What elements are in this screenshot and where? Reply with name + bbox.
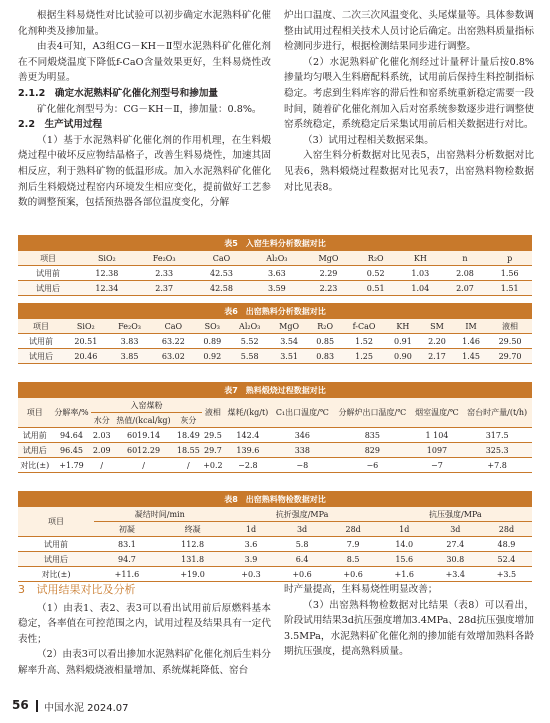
table-cell: 835 — [333, 428, 412, 443]
table-cell: 325.3 — [462, 443, 532, 458]
table-cell: 2.07 — [443, 281, 488, 296]
table-subheader-cell: 28d — [328, 522, 379, 537]
table-7-header-smoke: 烟室温度/℃ — [412, 398, 463, 428]
table-cell: 0.90 — [386, 349, 420, 364]
table-cell: 131.8 — [160, 552, 226, 567]
table-row — [18, 552, 532, 567]
bottom-left-paragraph: （1）由表1、表2、表3可以看出试用前后原燃料基本稳定，各率值在可控范围之内，试用过程及结果具有一定代表性； — [18, 602, 271, 645]
table-cell: 1.51 — [487, 281, 532, 296]
table-cell: 0.85 — [308, 334, 342, 349]
table-subheader-cell: 3d — [430, 522, 481, 537]
table-cell: 139.6 — [224, 443, 271, 458]
table-row — [18, 266, 532, 281]
table-cell: +3.5 — [481, 567, 532, 582]
table-cell: +0.6 — [277, 567, 328, 582]
table-5-caption: 表5 入窑生料分析数据对比 — [18, 236, 532, 251]
table-cell: 试用后 — [18, 552, 94, 567]
table-subheader-cell: 1d — [379, 522, 430, 537]
table-cell: 29.5 — [202, 428, 225, 443]
table-header-cell: Fe₂O₃ — [136, 251, 193, 266]
table-cell: 0.92 — [195, 349, 229, 364]
table-cell: 0.52 — [353, 266, 398, 281]
table-header-cell: SiO₂ — [64, 319, 108, 334]
table-cell: +0.3 — [225, 567, 276, 582]
right-paragraph: （3）试用过程相关数据采集。 — [303, 134, 434, 146]
table-cell: 试用前 — [18, 428, 52, 443]
table-cell: 1097 — [412, 443, 463, 458]
left-paragraph: （1）基于水泥熟料矿化催化剂的作用机理，在生料煅烧过程中破坏反应物结晶格子，改善生料易烧性，加速其固相反应，利于熟料矿物的低温形成。加入水泥熟料矿化催化剂后生料煅烧过程窑内环境发生相应变化，提前做好工艺参数的调整预案，包括预热器各部位温度变化，分解 — [18, 134, 271, 209]
table-cell: 1.03 — [398, 266, 443, 281]
right-paragraph: 入窑生料分析数据对比见表5，出窑熟料分析数据对比见表6，熟料煅烧过程数据对比见表7，出窑熟料物检数据对比见表8。 — [284, 150, 534, 193]
table-header-cell: R₂O — [353, 251, 398, 266]
table-cell: 3.9 — [225, 552, 276, 567]
table-cell: 29.70 — [488, 349, 532, 364]
table-subheader-cell: 3d — [277, 522, 328, 537]
table-cell: 2.29 — [304, 266, 354, 281]
table-cell: 20.51 — [64, 334, 108, 349]
table-7-header-heat: 热值/(kcal/kg) — [112, 413, 175, 428]
table-cell: 2.20 — [420, 334, 454, 349]
table-7-header-rate: 分解率/% — [52, 398, 92, 428]
table-cell: / — [91, 458, 112, 473]
table-8-caption: 表8 出窑熟料物检数据对比 — [18, 492, 532, 507]
table-cell: / — [175, 458, 202, 473]
table-header-cell: p — [487, 251, 532, 266]
left-paragraph: 矿化催化剂型号为：CG－KH－Ⅱ，掺加量：0.8%。 — [37, 103, 262, 115]
table-cell: 829 — [333, 443, 412, 458]
table-row — [18, 458, 532, 473]
table-row — [18, 443, 532, 458]
table-cell: 346 — [272, 428, 334, 443]
table-header-cell: Al₂O₃ — [250, 251, 303, 266]
table-7-header-c1: C₁出口温度/℃ — [272, 398, 334, 428]
table-cell: 0.83 — [308, 349, 342, 364]
table-header-cell: SiO₂ — [78, 251, 135, 266]
table-header-cell: MgO — [270, 319, 308, 334]
table-cell: / — [112, 458, 175, 473]
table-header-cell: KH — [386, 319, 420, 334]
table-header-cell: IM — [454, 319, 488, 334]
table-8-grid — [18, 507, 532, 582]
table-5 — [18, 235, 532, 296]
table-cell: 3.85 — [108, 349, 152, 364]
table-7-grid — [18, 398, 532, 473]
table-header-cell: R₂O — [308, 319, 342, 334]
table-cell: 42.53 — [193, 266, 250, 281]
table-cell: 试用后 — [18, 443, 52, 458]
table-7-header-item: 项目 — [18, 398, 52, 428]
left-paragraph: 2.2 生产试用过程 — [18, 119, 103, 131]
table-7-caption: 表7 熟料煅烧过程数据对比 — [18, 383, 532, 398]
table-cell: 2.09 — [91, 443, 112, 458]
table-cell: 2.17 — [420, 349, 454, 364]
table-cell: 63.02 — [151, 349, 195, 364]
table-6 — [18, 303, 532, 364]
table-header-cell: 项目 — [18, 319, 64, 334]
table-header-cell: SM — [420, 319, 454, 334]
section-3-heading — [18, 582, 271, 598]
section-3-title: 试用结果对比及分析 — [36, 583, 136, 596]
footer-divider — [36, 700, 38, 712]
table-cell: 18.55 — [175, 443, 202, 458]
table-cell: 2.03 — [91, 428, 112, 443]
table-cell: +19.0 — [160, 567, 226, 582]
table-cell: 1 104 — [412, 428, 463, 443]
right-text-column — [284, 8, 534, 195]
page-number: 56 — [12, 698, 29, 712]
table-row — [18, 281, 532, 296]
left-paragraph: 2.1.2 确定水泥熟料矿化催化剂型号和掺加量 — [18, 87, 219, 99]
table-cell: 0.89 — [195, 334, 229, 349]
table-cell: 8.5 — [328, 552, 379, 567]
table-cell: 2.33 — [136, 266, 193, 281]
table-cell: 对比(±) — [18, 567, 94, 582]
table-cell: 63.22 — [151, 334, 195, 349]
table-cell: 3.63 — [250, 266, 303, 281]
table-cell: 12.38 — [78, 266, 135, 281]
table-cell: 0.91 — [386, 334, 420, 349]
table-subheader-cell: 1d — [225, 522, 276, 537]
table-cell: 317.5 — [462, 428, 532, 443]
table-header-cell: Al₂O₃ — [229, 319, 270, 334]
table-cell: −2.8 — [224, 458, 271, 473]
table-row — [18, 567, 532, 582]
table-cell: 3.83 — [108, 334, 152, 349]
table-cell: −6 — [333, 458, 412, 473]
table-7-header-output: 窑台时产量/(t/h) — [462, 398, 532, 428]
table-5-grid — [18, 251, 532, 296]
table-cell: 1.45 — [454, 349, 488, 364]
table-7-header-water: 水分 — [91, 413, 112, 428]
left-text-column — [18, 8, 271, 211]
table-header-cell: CaO — [151, 319, 195, 334]
bottom-left-paragraph: （2）由表3可以看出掺加水泥熟料矿化催化剂后生料分解率升高、熟料煅烧液相量增加、系统煤耗降低、窑台 — [18, 649, 271, 676]
table-header-cell: Fe₂O₃ — [108, 319, 152, 334]
table-cell: 29.7 — [202, 443, 225, 458]
table-cell: 试用前 — [18, 537, 94, 552]
table-cell: 14.0 — [379, 537, 430, 552]
table-cell: 29.50 — [488, 334, 532, 349]
table-cell: 18.49 — [175, 428, 202, 443]
right-paragraph: （2）水泥熟料矿化催化剂经过计量秤计量后按0.8%掺量均匀喂入生料磨配料系统，试用前后保持生料控制指标稳定。考虑到生料库容的滞后性和窑系统重新稳定需要一段时间，随着矿化催化剂加入后对窑系统参数逐步进行调整使窑系统稳定，系统稳定后采集试用前后相关数据进行对比。 — [284, 56, 534, 131]
table-cell: 试用前 — [18, 334, 64, 349]
table-cell: 7.9 — [328, 537, 379, 552]
table-cell: 96.45 — [52, 443, 92, 458]
table-subheader-cell: 终凝 — [160, 522, 226, 537]
table-cell: 5.58 — [229, 349, 270, 364]
table-6-grid — [18, 319, 532, 364]
table-cell: +3.4 — [430, 567, 481, 582]
table-cell: 1.56 — [487, 266, 532, 281]
table-7 — [18, 382, 532, 473]
table-cell: +11.6 — [94, 567, 160, 582]
table-cell: 2.23 — [304, 281, 354, 296]
table-cell: 20.46 — [64, 349, 108, 364]
table-cell: 1.04 — [398, 281, 443, 296]
left-paragraph: 根据生料易烧性对比试验可以初步确定水泥熟料矿化催化剂种类及掺加量。 — [18, 10, 271, 37]
table-8-header-flexural: 抗折强度/MPa — [225, 507, 378, 522]
table-cell: 1.46 — [454, 334, 488, 349]
left-paragraph: 由表4可知，A3组CG－KH－Ⅱ型水泥熟料矿化催化剂在不同煅烧温度下降低f-CaO含量效果更好，生料易烧性改善更为明显。 — [18, 41, 271, 84]
bottom-left-column — [18, 582, 271, 679]
section-3-number: 3 — [18, 583, 25, 596]
table-row — [18, 334, 532, 349]
table-header-cell: SO₃ — [195, 319, 229, 334]
table-cell: 52.4 — [481, 552, 532, 567]
table-header-cell: MgO — [304, 251, 354, 266]
table-cell: 2.37 — [136, 281, 193, 296]
table-7-header-ash: 灰分 — [175, 413, 202, 428]
bottom-right-paragraph: （3）出窑熟料物检数据对比结果（表8）可以看出，阶段试用结果3d抗压强度增加3.4MPa、28d抗压强度增加3.5MPa，水泥熟料矿化催化剂的掺加能有效增加熟料各龄期抗压强度，提高熟料质量。 — [284, 599, 534, 658]
table-row — [18, 537, 532, 552]
table-cell: 3.54 — [270, 334, 308, 349]
table-8-header-setting: 凝结时间/min — [94, 507, 225, 522]
table-cell: 27.4 — [430, 537, 481, 552]
table-cell: 对比(±) — [18, 458, 52, 473]
table-7-header-liquid: 液相 — [202, 398, 225, 428]
table-7-header-coal: 入窑煤粉 — [91, 398, 201, 413]
table-6-caption: 表6 出窑熟料分析数据对比 — [18, 304, 532, 319]
table-cell: 3.6 — [225, 537, 276, 552]
table-header-cell: 液相 — [488, 319, 532, 334]
table-cell: +0.6 — [328, 567, 379, 582]
table-cell: 338 — [272, 443, 334, 458]
table-8 — [18, 491, 532, 582]
table-cell: −7 — [412, 458, 463, 473]
table-header-cell: 项目 — [18, 251, 78, 266]
table-header-cell: KH — [398, 251, 443, 266]
table-cell: +0.2 — [202, 458, 225, 473]
bottom-right-column — [284, 582, 534, 660]
table-7-header-coal-consumption: 煤耗/(kg/t) — [224, 398, 271, 428]
table-cell: 83.1 — [94, 537, 160, 552]
table-cell: 94.64 — [52, 428, 92, 443]
table-cell: 48.9 — [481, 537, 532, 552]
table-header-cell: n — [443, 251, 488, 266]
table-7-header-furnace: 分解炉出口温度/℃ — [333, 398, 412, 428]
table-header-cell: CaO — [193, 251, 250, 266]
table-cell: 5.52 — [229, 334, 270, 349]
table-cell: 30.8 — [430, 552, 481, 567]
table-8-header-compressive: 抗压强度/MPa — [379, 507, 532, 522]
journal-name: 中国水泥 2024.07 — [44, 703, 129, 714]
table-header-cell: f-CaO — [342, 319, 386, 334]
table-subheader-cell: 初凝 — [94, 522, 160, 537]
table-row — [18, 349, 532, 364]
table-cell: 1.52 — [342, 334, 386, 349]
bottom-right-paragraph: 时产量提高，生料易烧性明显改善； — [284, 584, 438, 595]
table-cell: +1.6 — [379, 567, 430, 582]
table-cell: 试用后 — [18, 281, 78, 296]
table-cell: 3.59 — [250, 281, 303, 296]
table-cell: 142.4 — [224, 428, 271, 443]
table-cell: +1.79 — [52, 458, 92, 473]
table-cell: 2.08 — [443, 266, 488, 281]
table-cell: 试用后 — [18, 349, 64, 364]
table-cell: 6012.29 — [112, 443, 175, 458]
table-cell: 112.8 — [160, 537, 226, 552]
table-cell: 5.8 — [277, 537, 328, 552]
table-cell: 0.51 — [353, 281, 398, 296]
table-cell: 6019.14 — [112, 428, 175, 443]
table-cell: 6.4 — [277, 552, 328, 567]
table-cell: 12.34 — [78, 281, 135, 296]
table-cell: 试用前 — [18, 266, 78, 281]
table-cell: 42.58 — [193, 281, 250, 296]
table-cell: 15.6 — [379, 552, 430, 567]
table-cell: 3.51 — [270, 349, 308, 364]
table-8-header-item: 项目 — [18, 507, 94, 537]
table-cell: −8 — [272, 458, 334, 473]
right-paragraph: 炉出口温度、二次三次风温变化、头尾煤量等。具体参数调整由试用过程相关技术人员讨论后确定。出窑熟料质量指标检测同步进行，根据检测结果同步进行调整。 — [284, 10, 534, 53]
table-cell: 1.25 — [342, 349, 386, 364]
table-row — [18, 428, 532, 443]
table-subheader-cell: 28d — [481, 522, 532, 537]
table-cell: +7.8 — [462, 458, 532, 473]
page-footer — [12, 698, 538, 716]
table-cell: 94.7 — [94, 552, 160, 567]
